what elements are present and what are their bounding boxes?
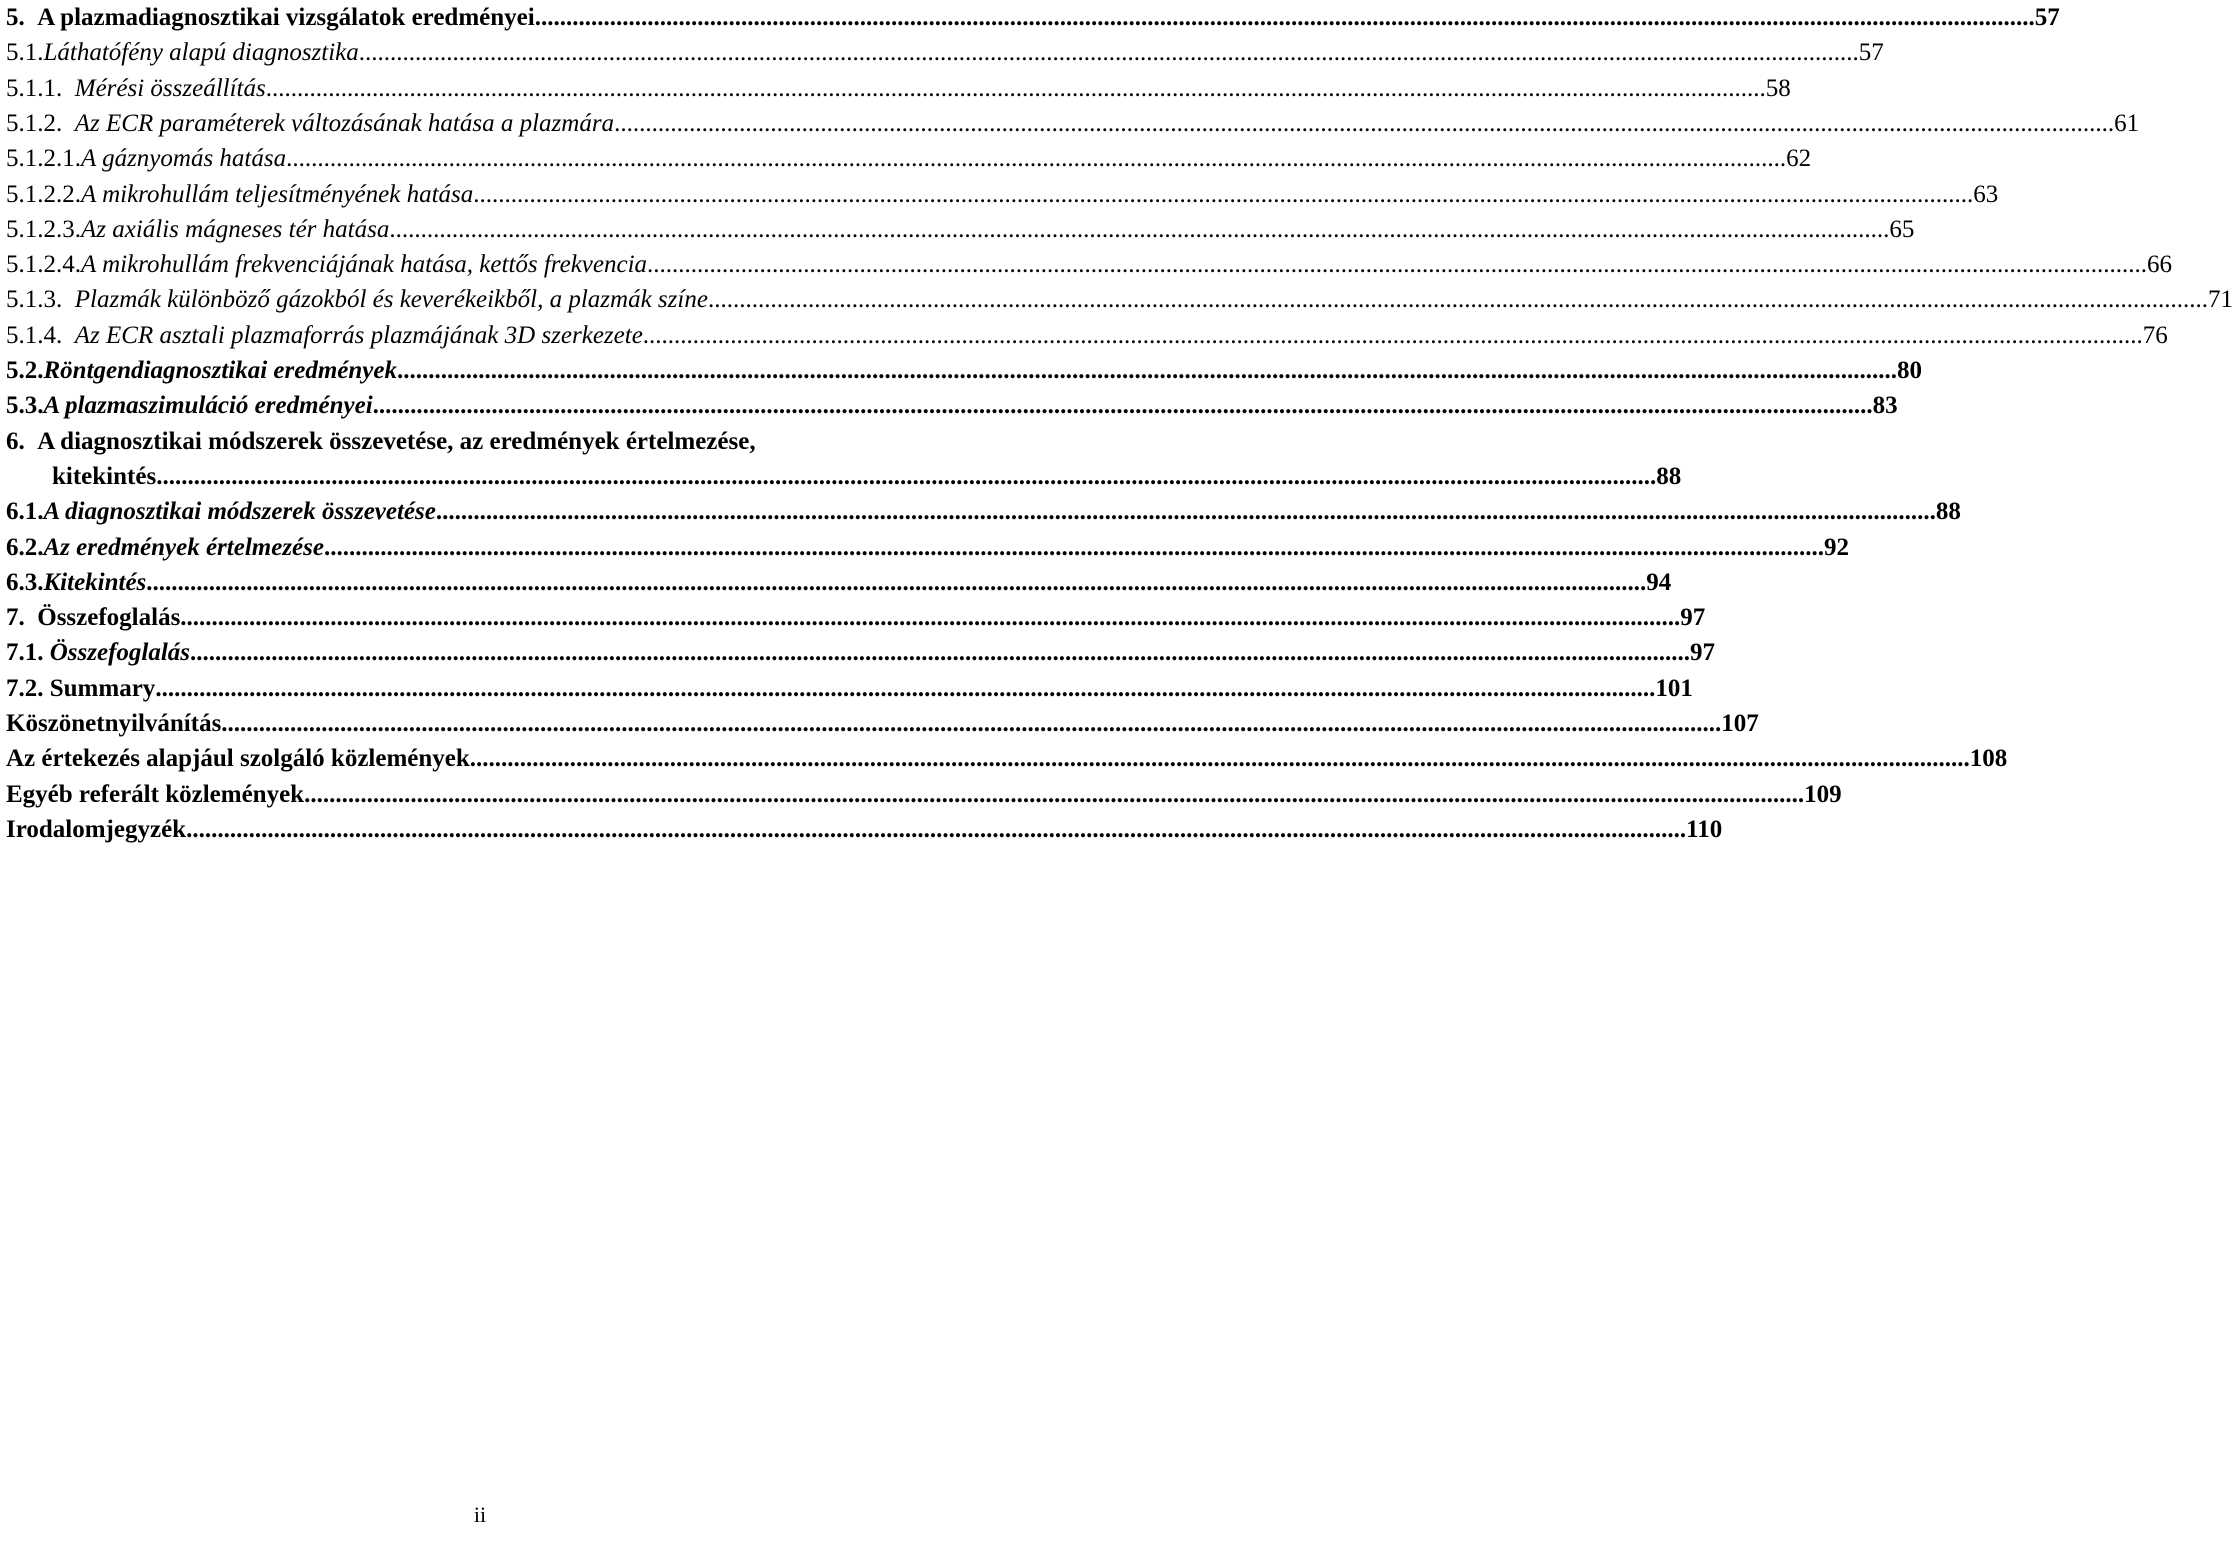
toc-entry[interactable] <box>6 71 1791 107</box>
toc-entry[interactable] <box>6 106 2140 142</box>
toc-dot-leader <box>155 671 1655 707</box>
toc-entry-page: 83 <box>1872 392 1898 420</box>
toc-entry-page: 63 <box>1973 180 1999 208</box>
toc-entry-title: A plazmaszimuláció eredményei <box>43 392 373 420</box>
toc-entry[interactable] <box>6 494 1961 530</box>
toc-entry[interactable] <box>6 141 1812 177</box>
toc-entry-title: Összefoglalás <box>49 639 191 667</box>
toc-entry-page: 80 <box>1896 357 1922 384</box>
toc-entry-number: 5.1.1. <box>6 74 75 102</box>
toc-entry[interactable] <box>6 282 2233 318</box>
toc-entry[interactable] <box>6 424 952 460</box>
toc-entry[interactable] <box>6 212 1915 248</box>
toc-entry-title: Az ECR paraméterek változásának hatása a plazmára <box>74 109 615 137</box>
toc-entry[interactable] <box>6 741 2008 777</box>
toc-entry-number: 5.1.2.2. <box>6 180 81 208</box>
toc-entry-number: 5.1.2.1. <box>6 145 81 173</box>
toc-entry-page: 92 <box>1823 533 1849 561</box>
toc-entry-number: 6.2. <box>6 533 44 561</box>
toc-entry-title: Mérési összeállítás <box>74 74 266 102</box>
toc-entry-page: 108 <box>1969 745 2008 773</box>
toc-entry[interactable] <box>6 177 1999 213</box>
toc-entry-number: 5.2. <box>6 357 44 384</box>
toc-dot-leader <box>373 388 1873 424</box>
toc-entry-title: Köszönetnyilvánítás <box>6 710 222 737</box>
toc-entry-title: Az eredmények értelmezése <box>43 533 324 561</box>
toc-entry[interactable] <box>6 318 2168 354</box>
toc-dot-leader <box>180 600 1680 636</box>
toc-entry-page: 107 <box>1721 710 1759 737</box>
toc-dot-leader <box>535 0 2035 36</box>
toc-dot-leader <box>647 247 2147 283</box>
toc-entry-number: 5.1.2.3. <box>6 215 81 243</box>
toc-dot-leader <box>190 635 1690 671</box>
toc-entry-page: 101 <box>1655 674 1693 702</box>
toc-entry-title: Láthatófény alapú diagnosztika <box>43 39 359 67</box>
toc-dot-leader <box>156 459 1656 495</box>
toc-dot-leader <box>436 494 1936 530</box>
toc-entry[interactable] <box>6 0 2060 36</box>
toc-entry-page: 71 <box>2207 286 2233 314</box>
toc-entry-title: A gáznyomás hatása <box>81 145 287 173</box>
toc-entry-title: kitekintés <box>52 462 157 490</box>
toc-dot-leader <box>186 812 1686 848</box>
toc-entry-title: Summary <box>49 674 156 702</box>
toc-entry-number: 5.1. <box>6 39 44 67</box>
toc-dot-leader <box>470 741 1970 777</box>
toc-entry[interactable] <box>6 247 2173 283</box>
toc-entry-title: Az ECR asztali plazmaforrás plazmájának 3D szerkezete <box>74 321 643 349</box>
toc-entry-title: A mikrohullám frekvenciájának hatása, kettős frekvencia <box>81 251 648 279</box>
toc-entry-title: Egyéb referált közlemények <box>6 780 305 808</box>
toc-entry[interactable] <box>6 35 1884 71</box>
toc-entry-page: 97 <box>1690 639 1716 667</box>
toc-entry-number: 5.1.2. <box>6 109 75 137</box>
toc-entry[interactable] <box>6 353 1922 389</box>
toc-dot-leader <box>146 565 1646 601</box>
toc-dot-leader <box>397 353 1897 389</box>
toc-entry-number: 5.3. <box>6 392 44 420</box>
toc-entry-number: 7. <box>6 604 38 632</box>
toc-entry-number: 5.1.2.4. <box>6 251 81 279</box>
toc-dot-leader <box>643 318 2143 354</box>
toc-entry-page: 88 <box>1656 462 1682 490</box>
toc-entry[interactable] <box>6 812 1723 848</box>
toc-entry-page: 65 <box>1889 215 1915 243</box>
toc-dot-leader <box>389 212 1889 248</box>
toc-entry[interactable] <box>6 671 1693 707</box>
toc-entry-title: A diagnosztikai módszerek összevetése, az eredmények értelmezése, <box>37 427 756 455</box>
page-number-footer: ii <box>473 1502 487 1527</box>
toc-entry[interactable] <box>6 635 1716 671</box>
toc-entry-title: A mikrohullám teljesítményének hatása <box>81 180 474 208</box>
toc-entry[interactable] <box>6 565 1672 601</box>
toc-entry-page: 94 <box>1646 568 1672 596</box>
toc-entry-page: 66 <box>2147 251 2173 279</box>
toc-entry-title: Összefoglalás <box>37 604 181 632</box>
toc-entry-title: Kitekintés <box>43 568 147 596</box>
toc-entry-title: Plazmák különböző gázokból és keverékeikből, a plazmák színe <box>74 286 708 314</box>
toc-entry[interactable] <box>6 600 1706 636</box>
toc-entry-number: 6. <box>6 427 38 455</box>
toc-dot-leader <box>304 777 1804 813</box>
toc-dot-leader <box>708 282 2208 318</box>
toc-dot-leader <box>266 71 1766 107</box>
toc-entry-page: 76 <box>2142 321 2168 349</box>
toc-entry-number: 5.1.3. <box>6 286 75 314</box>
toc-dot-leader <box>286 141 1786 177</box>
toc-entry[interactable] <box>6 530 1849 566</box>
toc-entry-number: 6.3. <box>6 568 44 596</box>
toc-dot-leader <box>359 35 1859 71</box>
toc-entry[interactable] <box>6 388 1898 424</box>
toc-entry-page: 57 <box>2034 4 2060 31</box>
toc-entry-number: 5.1.4. <box>6 321 75 349</box>
toc-entry-page: 57 <box>1858 39 1884 67</box>
toc-dot-leader <box>324 530 1824 566</box>
toc-entry-page: 110 <box>1686 815 1723 843</box>
toc-entry-number: 7.1. <box>6 639 50 667</box>
toc-entry-title: A plazmadiagnosztikai vizsgálatok eredményei <box>37 4 535 31</box>
toc-dot-leader <box>221 706 1721 742</box>
toc-dot-leader <box>614 106 2114 142</box>
toc-entry-title: Irodalomjegyzék <box>6 815 187 843</box>
toc-dot-leader <box>473 177 1973 213</box>
toc-entry-page: 97 <box>1680 604 1706 632</box>
toc-entry[interactable] <box>6 459 1682 495</box>
toc-entry-title: Az értekezés alapjául szolgáló közlemények <box>6 745 470 773</box>
toc-entry-number: 5. <box>6 4 38 31</box>
toc-entry-page: 88 <box>1935 498 1961 526</box>
toc-entry-page: 109 <box>1804 780 1842 808</box>
toc-entry-title: A diagnosztikai módszerek összevetése <box>43 498 436 526</box>
toc-entry-page: 61 <box>2114 109 2140 137</box>
toc-entry-number: 7.2. <box>6 674 50 702</box>
toc-entry-title: Az axiális mágneses tér hatása <box>81 215 390 243</box>
toc-entry[interactable] <box>6 777 1842 813</box>
toc-entry-number: 6.1. <box>6 498 44 526</box>
toc-entry-page: 58 <box>1765 74 1791 102</box>
toc-entry[interactable] <box>6 706 1759 742</box>
toc-entry-title: Röntgendiagnosztikai eredmények <box>43 357 397 384</box>
toc-entry-page: 62 <box>1786 145 1812 173</box>
